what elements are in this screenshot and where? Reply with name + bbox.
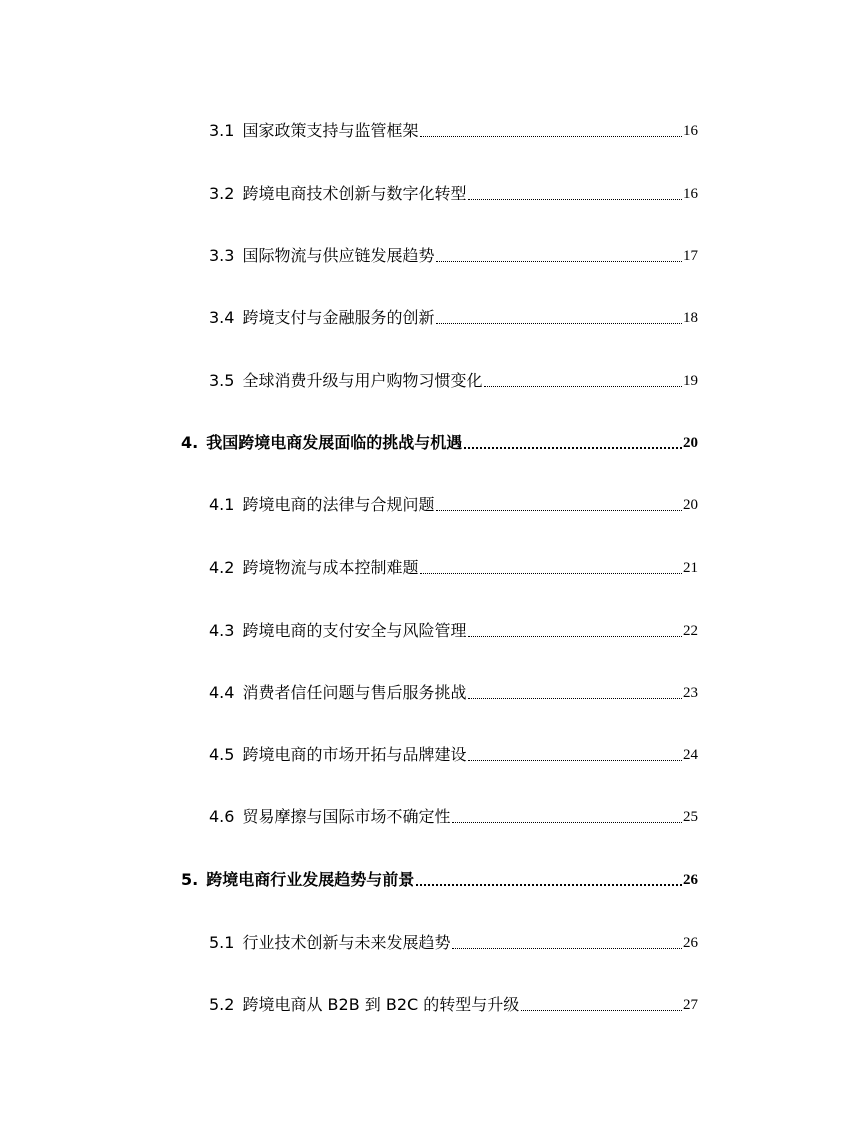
toc-entry-title: 跨境电商从 B2B 到 B2C 的转型与升级 (242, 995, 520, 1014)
toc-entry-title: 跨境电商的市场开拓与品牌建设 (242, 745, 467, 764)
toc-entry-page: 16 (683, 186, 698, 202)
toc-entry-number: 4.6 (209, 807, 235, 826)
toc-entry-chapter-5[interactable] (181, 866, 698, 890)
toc-entry-title: 跨境物流与成本控制难题 (242, 558, 419, 577)
toc-entry-number: 4.1 (209, 495, 235, 514)
toc-entry-page: 27 (683, 997, 698, 1013)
toc-entry-4-6[interactable] (209, 803, 698, 827)
dot-leader (416, 884, 682, 886)
toc-entry-number: 4.5 (209, 745, 235, 764)
toc-entry-number: 5.2 (209, 995, 235, 1014)
toc-entry-title: 贸易摩擦与国际市场不确定性 (242, 807, 451, 826)
toc-entry-number: 4.3 (209, 621, 235, 640)
toc-entry-page: 18 (683, 310, 698, 326)
dot-leader (436, 323, 682, 324)
toc-entry-page: 26 (683, 872, 698, 888)
dot-leader (436, 261, 682, 262)
toc-entry-title: 跨境电商的法律与合规问题 (242, 495, 435, 514)
dot-leader (464, 447, 682, 449)
toc-entry-3-1[interactable] (209, 117, 698, 141)
toc-entry-number: 4. (181, 433, 199, 452)
toc-entry-4-5[interactable] (209, 741, 698, 765)
toc-entry-3-4[interactable] (209, 304, 698, 328)
toc-entry-title: 跨境电商技术创新与数字化转型 (242, 184, 467, 203)
toc-entry-number: 3.2 (209, 184, 235, 203)
toc-entry-page: 21 (683, 560, 698, 576)
toc-entry-number: 5.1 (209, 933, 235, 952)
toc-entry-title: 全球消费升级与用户购物习惯变化 (242, 371, 483, 390)
toc-entry-title: 行业技术创新与未来发展趋势 (242, 933, 451, 952)
toc-entry-title: 国际物流与供应链发展趋势 (242, 246, 435, 265)
toc-entry-4-4[interactable] (209, 679, 698, 703)
toc-entry-4-3[interactable] (209, 617, 698, 641)
dot-leader (452, 948, 682, 949)
dot-leader (468, 760, 682, 761)
toc-entry-5-1[interactable] (209, 929, 698, 953)
toc-entry-title: 跨境电商的支付安全与风险管理 (242, 621, 467, 640)
toc-entry-3-5[interactable] (209, 367, 698, 391)
toc-entry-page: 16 (683, 123, 698, 139)
toc-entry-page: 23 (683, 685, 698, 701)
dot-leader (420, 136, 682, 137)
dot-leader (452, 822, 682, 823)
toc-entry-number: 4.4 (209, 683, 235, 702)
toc-entry-number: 5. (181, 870, 199, 889)
toc-entry-page: 25 (683, 809, 698, 825)
toc-entry-page: 24 (683, 747, 698, 763)
dot-leader (420, 573, 682, 574)
dot-leader (468, 636, 682, 637)
dot-leader (468, 698, 682, 699)
toc-entry-number: 4.2 (209, 558, 235, 577)
toc-entry-number: 3.3 (209, 246, 235, 265)
dot-leader (468, 199, 682, 200)
toc-entry-number: 3.5 (209, 371, 235, 390)
toc-entry-title: 我国跨境电商发展面临的挑战与机遇 (206, 433, 463, 452)
toc-entry-page: 20 (683, 435, 698, 451)
toc-entry-5-2[interactable] (209, 991, 698, 1015)
toc-entry-3-2[interactable] (209, 180, 698, 204)
toc-entry-page: 26 (683, 935, 698, 951)
toc-entry-page: 20 (683, 497, 698, 513)
dot-leader (484, 386, 682, 387)
toc-entry-number: 3.4 (209, 308, 235, 327)
toc-entry-page: 22 (683, 623, 698, 639)
toc-entry-page: 17 (683, 248, 698, 264)
toc-entry-number: 3.1 (209, 121, 235, 140)
toc-entry-3-3[interactable] (209, 242, 698, 266)
toc-entry-4-2[interactable] (209, 554, 698, 578)
toc-entry-title: 跨境支付与金融服务的创新 (242, 308, 435, 327)
toc-entry-page: 19 (683, 373, 698, 389)
toc-entry-title: 消费者信任问题与售后服务挑战 (242, 683, 467, 702)
toc-entry-4-1[interactable] (209, 491, 698, 515)
toc-entry-chapter-4[interactable] (181, 429, 698, 453)
dot-leader (436, 510, 682, 511)
toc-entry-title: 跨境电商行业发展趋势与前景 (206, 870, 415, 889)
toc-entry-title: 国家政策支持与监管框架 (242, 121, 419, 140)
dot-leader (521, 1010, 682, 1011)
